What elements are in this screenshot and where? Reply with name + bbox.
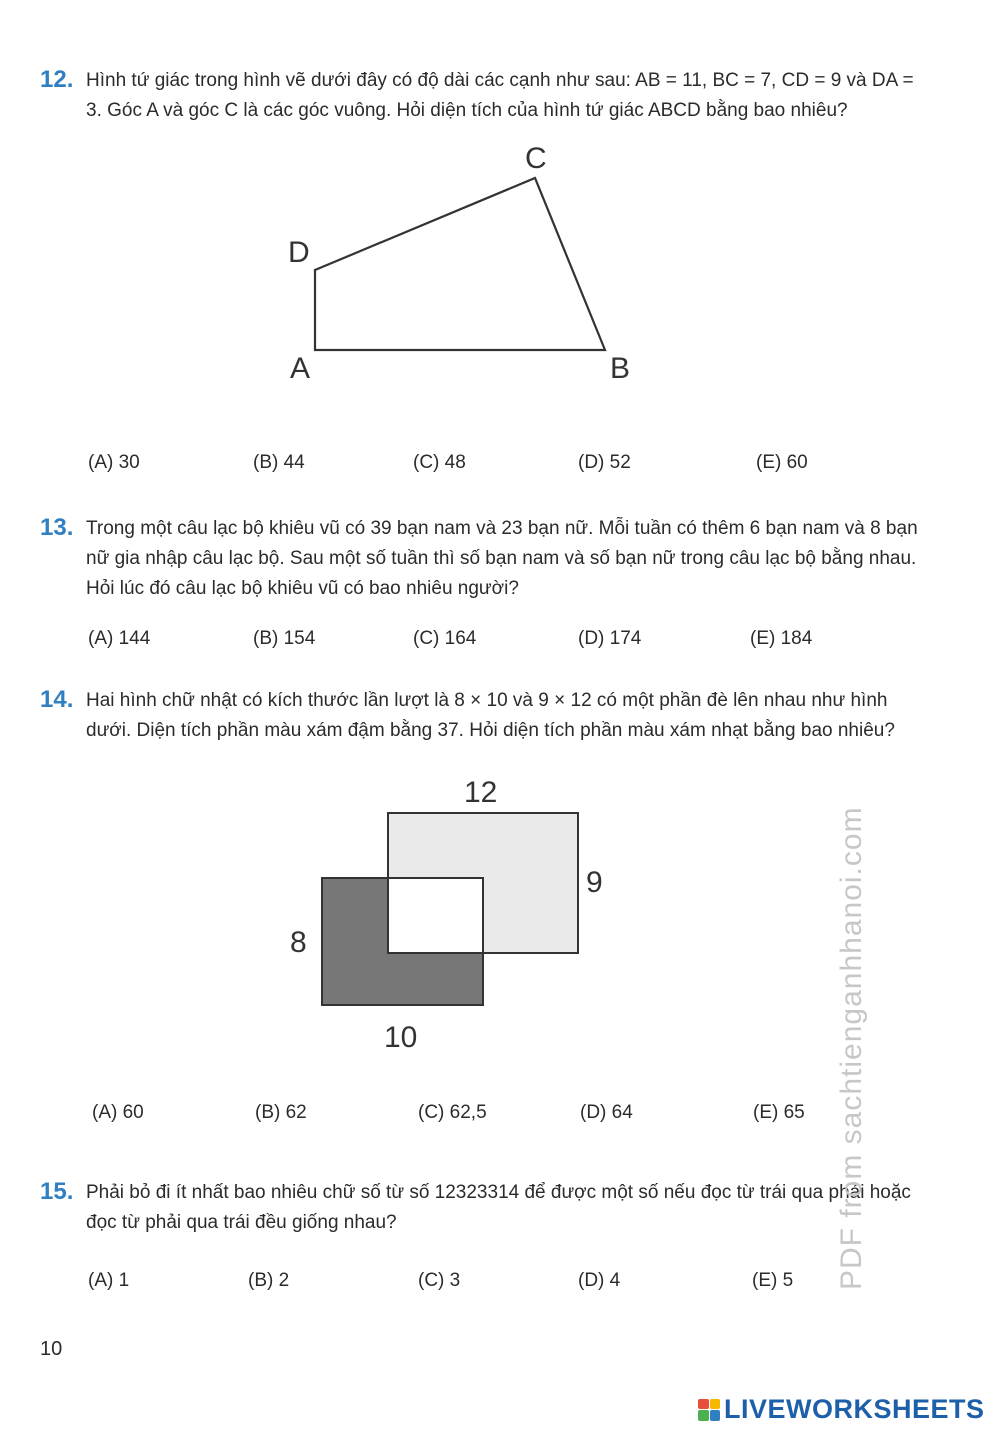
- overlap-region: [388, 878, 483, 953]
- quadrilateral-abcd: [315, 178, 605, 350]
- page-number: 10: [40, 1338, 63, 1360]
- question-number: 13.: [40, 514, 74, 541]
- rectangles-figure: [280, 770, 630, 1060]
- option-c[interactable]: (C) 164: [413, 628, 477, 649]
- option-c[interactable]: (C) 62,5: [418, 1102, 487, 1123]
- option-a[interactable]: (A) 144: [88, 628, 151, 649]
- label-8: 8: [290, 926, 307, 959]
- question-text: Hai hình chữ nhật có kích thước lần lượt là 8 × 10 và 9 × 12 có một phần đè lên nhau như hình dưới. Diện tích phần màu xám đậm bằng 37. Hỏi diện tích phần màu xám nhạt bằng bao nhiêu?: [86, 690, 895, 741]
- question-13: [40, 514, 920, 604]
- option-e[interactable]: (E) 60: [756, 452, 808, 473]
- quadrilateral-figure: [270, 140, 650, 390]
- question-text: Hình tứ giác trong hình vẽ dưới đây có độ dài các cạnh như sau: AB = 11, BC = 7, CD = 9 và DA = 3. Góc A và góc C là các góc vuông. Hỏi diện tích của hình tứ giác ABCD bằng bao nhiêu?: [86, 70, 914, 121]
- brand-name: LIVEWORKSHEETS: [724, 1394, 985, 1424]
- vertex-label-c: C: [525, 142, 547, 175]
- question-number: 14.: [40, 686, 74, 713]
- question-12: [40, 66, 920, 126]
- option-b[interactable]: (B) 62: [255, 1102, 307, 1123]
- question-text: Phải bỏ đi ít nhất bao nhiêu chữ số từ số 12323314 để được một số nếu đọc từ trái qua phải hoặc đọc từ phải qua trái đều giống nhau?: [86, 1182, 911, 1233]
- liveworksheets-icon: [698, 1399, 720, 1421]
- watermark: PDF from sachtienganhhanoi.com: [835, 806, 868, 1290]
- question-14: [40, 686, 920, 746]
- label-10: 10: [384, 1021, 418, 1054]
- option-d[interactable]: (D) 64: [580, 1102, 633, 1123]
- option-e[interactable]: (E) 65: [753, 1102, 805, 1123]
- question-text: Trong một câu lạc bộ khiêu vũ có 39 bạn nam và 23 bạn nữ. Mỗi tuần có thêm 6 bạn nam và 8 bạn nữ gia nhập câu lạc bộ. Sau một số tuần thì số bạn nam và số bạn nữ trong câu lạc bộ bằng nhau. Hỏi lúc đó câu lạc bộ khiêu vũ có bao nhiêu người?: [86, 518, 918, 599]
- question-number: 12.: [40, 66, 74, 93]
- option-d[interactable]: (D) 52: [578, 452, 631, 473]
- option-d[interactable]: (D) 4: [578, 1270, 621, 1291]
- option-e[interactable]: (E) 5: [752, 1270, 794, 1291]
- vertex-label-b: B: [610, 352, 631, 385]
- option-a[interactable]: (A) 1: [88, 1270, 130, 1291]
- label-12: 12: [464, 776, 498, 809]
- liveworksheets-logo[interactable]: [698, 1394, 985, 1425]
- option-a[interactable]: (A) 30: [88, 452, 140, 473]
- option-d[interactable]: (D) 174: [578, 628, 642, 649]
- vertex-label-d: D: [288, 236, 310, 269]
- option-b[interactable]: (B) 2: [248, 1270, 290, 1291]
- label-9: 9: [586, 866, 603, 899]
- question-15: [40, 1178, 920, 1238]
- vertex-label-a: A: [290, 352, 311, 385]
- option-e[interactable]: (E) 184: [750, 628, 813, 649]
- option-c[interactable]: (C) 3: [418, 1270, 461, 1291]
- option-b[interactable]: (B) 44: [253, 452, 305, 473]
- question-number: 15.: [40, 1178, 74, 1205]
- option-b[interactable]: (B) 154: [253, 628, 316, 649]
- option-a[interactable]: (A) 60: [92, 1102, 144, 1123]
- option-c[interactable]: (C) 48: [413, 452, 466, 473]
